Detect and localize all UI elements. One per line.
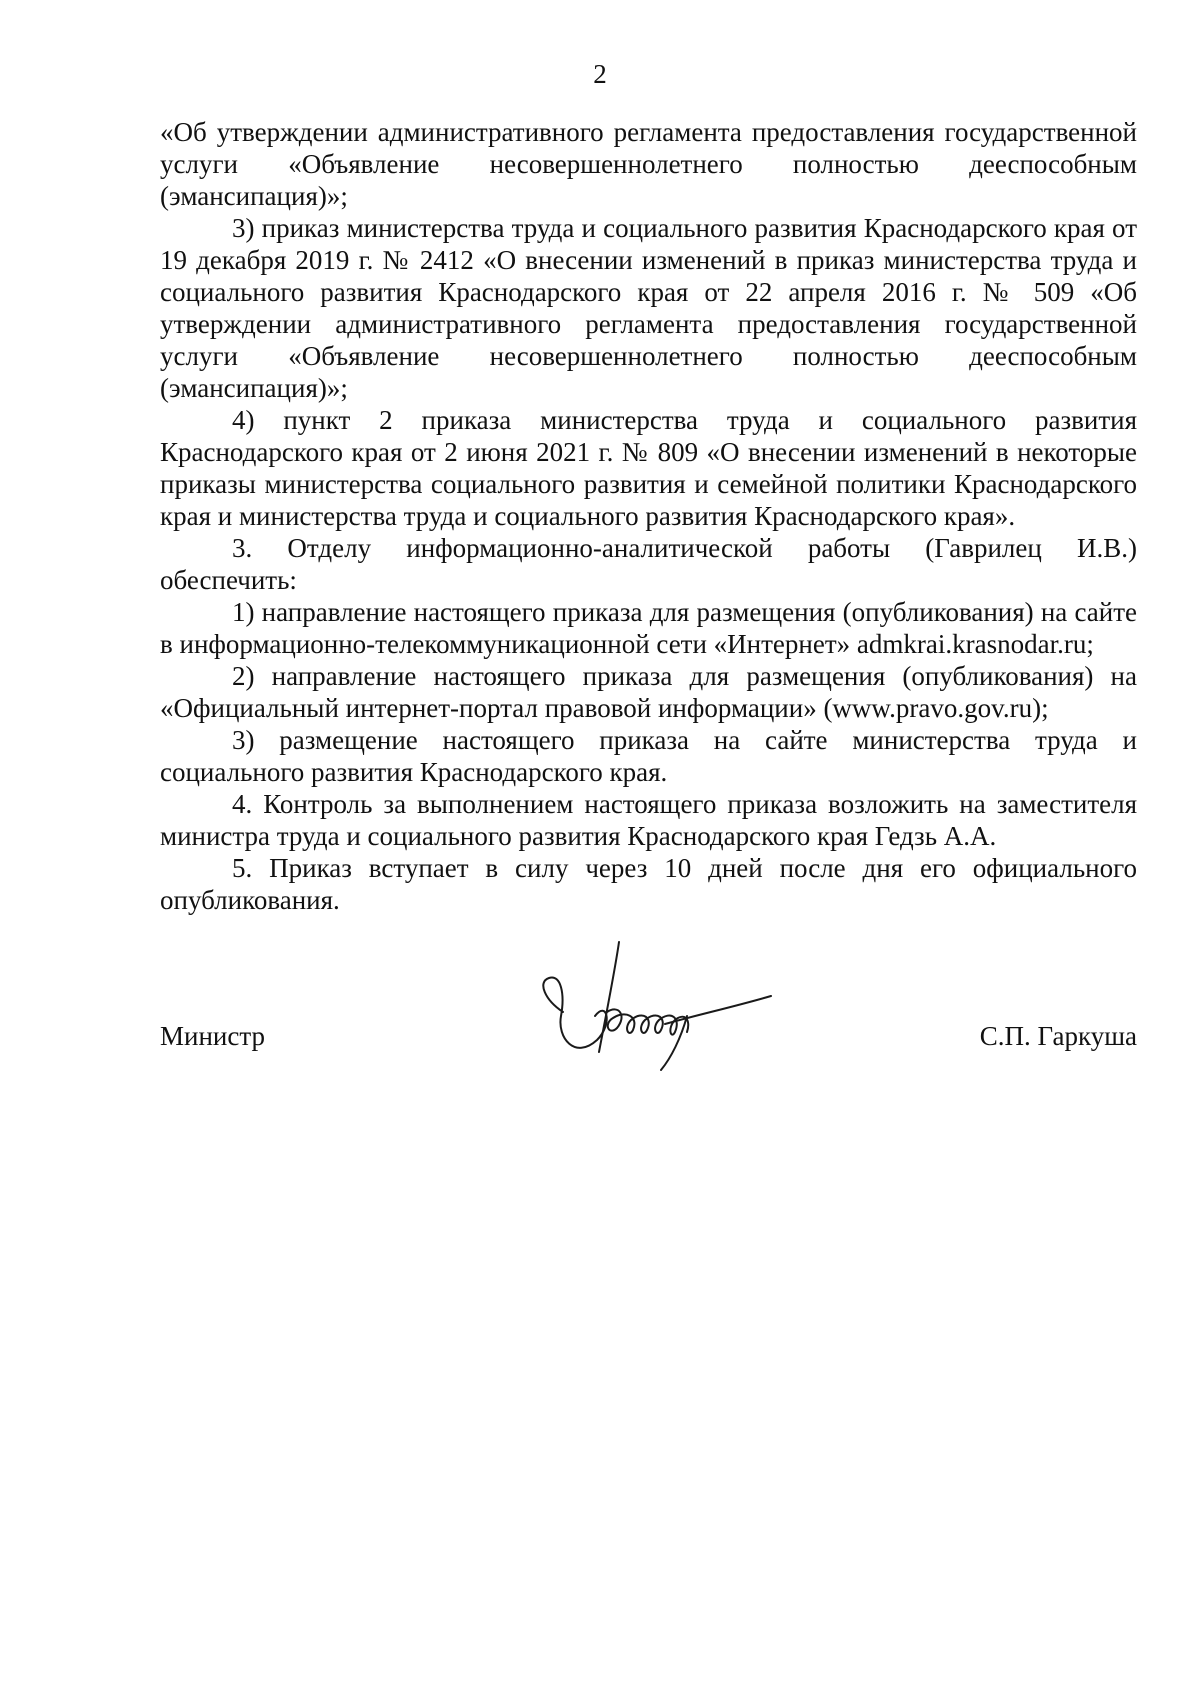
paragraph-3: 4) пункт 2 приказа министерства труда и социального развития Краснодарского края от 2 июня 2021 г. № 809 «О внесении изменений в некоторые приказы министерства социального развития и семейной политики Краснодарского края и министерства труда и социального развития Краснодарского края».: [160, 405, 1137, 531]
paragraph-6: 2) направление настоящего приказа для размещения (опубликования) на «Официальный интернет-портал правовой информации» (www.pravo.gov.ru);: [160, 661, 1137, 723]
paragraph-8: 4. Контроль за выполнением настоящего приказа возложить на заместителя министра труда и социального развития Краснодарского края Гедзь А.А.: [160, 789, 1137, 851]
signatory-name: С.П. Гаркуша: [979, 1021, 1137, 1051]
paragraph-4: 3. Отделу информационно-аналитической работы (Гаврилец И.В.) обеспечить:: [160, 533, 1137, 595]
document-body: [160, 116, 1137, 916]
page-number: 2: [593, 59, 607, 89]
paragraph-1: «Об утверждении административного регламента предоставления государственной услуги «Объявление несовершеннолетнего полностью дееспособным (эмансипация)»;: [160, 117, 1137, 211]
paragraph-7: 3) размещение настоящего приказа на сайте министерства труда и социального развития Краснодарского края.: [160, 725, 1137, 787]
paragraph-5: 1) направление настоящего приказа для размещения (опубликования) на сайте в информационно-телекоммуникационной сети «Интернет» admkrai.krasnodar.ru;: [160, 597, 1137, 659]
paragraph-9: 5. Приказ вступает в силу через 10 дней после дня его официального опубликования.: [160, 853, 1137, 915]
signature-block: [160, 1020, 1137, 1060]
signatory-position: Министр: [160, 1021, 265, 1051]
paragraph-2: 3) приказ министерства труда и социального развития Краснодарского края от 19 декабря 2019 г. № 2412 «О внесении изменений в приказ министерства труда и социального развития Краснодарского края от 22 апреля 2016 г. № 509 «Об утверждении административного регламента предоставления государственной услуги «Объявление несовершеннолетнего полностью дееспособным (эмансипация)»;: [160, 213, 1137, 403]
